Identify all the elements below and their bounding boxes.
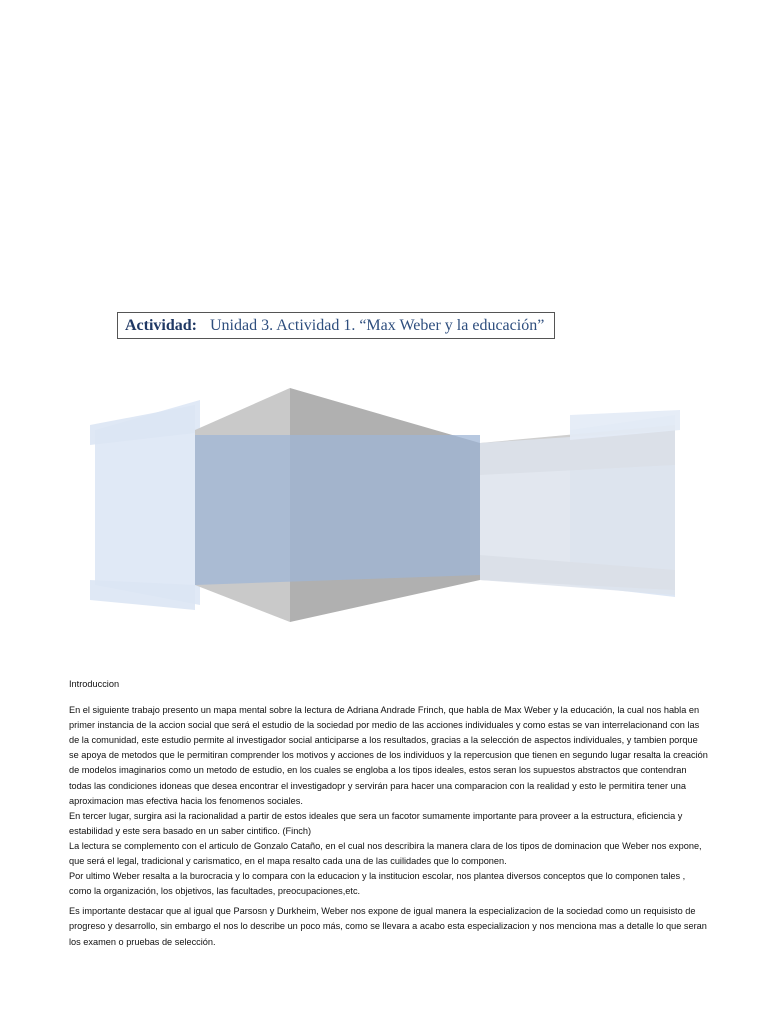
paragraph: En el siguiente trabajo presento un mapa mental sobre la lectura de Adriana Andrade Frinch, que habla de Max Weber y la educación, la cual nos habla en primer instancia de la accion social que será el estudio de la sociedad por medio de las acciones individuales y como estas se van interrelacionand con las de la comunidad, este estudio permite al investigador social anticiparse a los resultados, gracias a la selección de aspectos individuales, y tambien porque se apoya de metodos que le permitiran comprender los motivos y acciones de los individuos y la repercusion que tienen en segundo lugar resalta la creación de modelos imaginarios como un metodo de estudio, en los cuales se engloba a los tipos ideales, estos seran los supuestos abstractos que contendran todas las condiciones idoneas que desea encontrar el investigadopr y servirán para hacer una comparacion con la realidad y esto le permitira tener una aproximacion mas efectiva hacia los fenomenos sociales. [69, 705, 708, 806]
ribbon-wing-left-bottom [90, 580, 195, 610]
document-body [69, 677, 709, 950]
paragraph: La lectura se complemento con el articulo de Gonzalo Cataño, en el cual nos describira la manera clara de los tipos de dominacion que Weber nos expone, que será el legal, tradicional y carismatico, en el mapa resalto cada una de las cuilidades que lo componen. [69, 840, 702, 867]
activity-title-box [117, 312, 555, 339]
activity-label: Actividad: [125, 316, 197, 334]
section-heading: Introduccion [69, 679, 120, 689]
ribbon-light-right [480, 430, 675, 595]
paragraph: Es importante destacar que al igual que Parsosn y Durkheim, Weber nos expone de igual manera la especializacion de la sociedad como un requisisto de progreso y desarrollo, sin embargo el nos lo describe un poco más, como se llevara a acabo esta especializacion y nos menciona mas a detalle lo que seran los examen o pruebas de selección. [69, 906, 707, 947]
activity-title: Unidad 3. Actividad 1. “Max Weber y la educación” [210, 316, 545, 334]
paragraph: Por ultimo Weber resalta a la burocracia y lo compara con la educacion y la institucion escolar, nos plantea diversos conceptos que lo componen tales , como la organización, los objetivos, las facultades, preocupaciones,etc. [69, 871, 686, 897]
decorative-ribbon-graphic [90, 385, 680, 625]
ribbon-blue-front [195, 435, 480, 585]
paragraph: En tercer lugar, surgira asi la racionalidad a partir de estos ideales que sera un facotor sumamente importante para proveer a la estructura, eficiencia y estabilidad y este sera basado en un saber cintifico. (Finch) [69, 810, 683, 836]
